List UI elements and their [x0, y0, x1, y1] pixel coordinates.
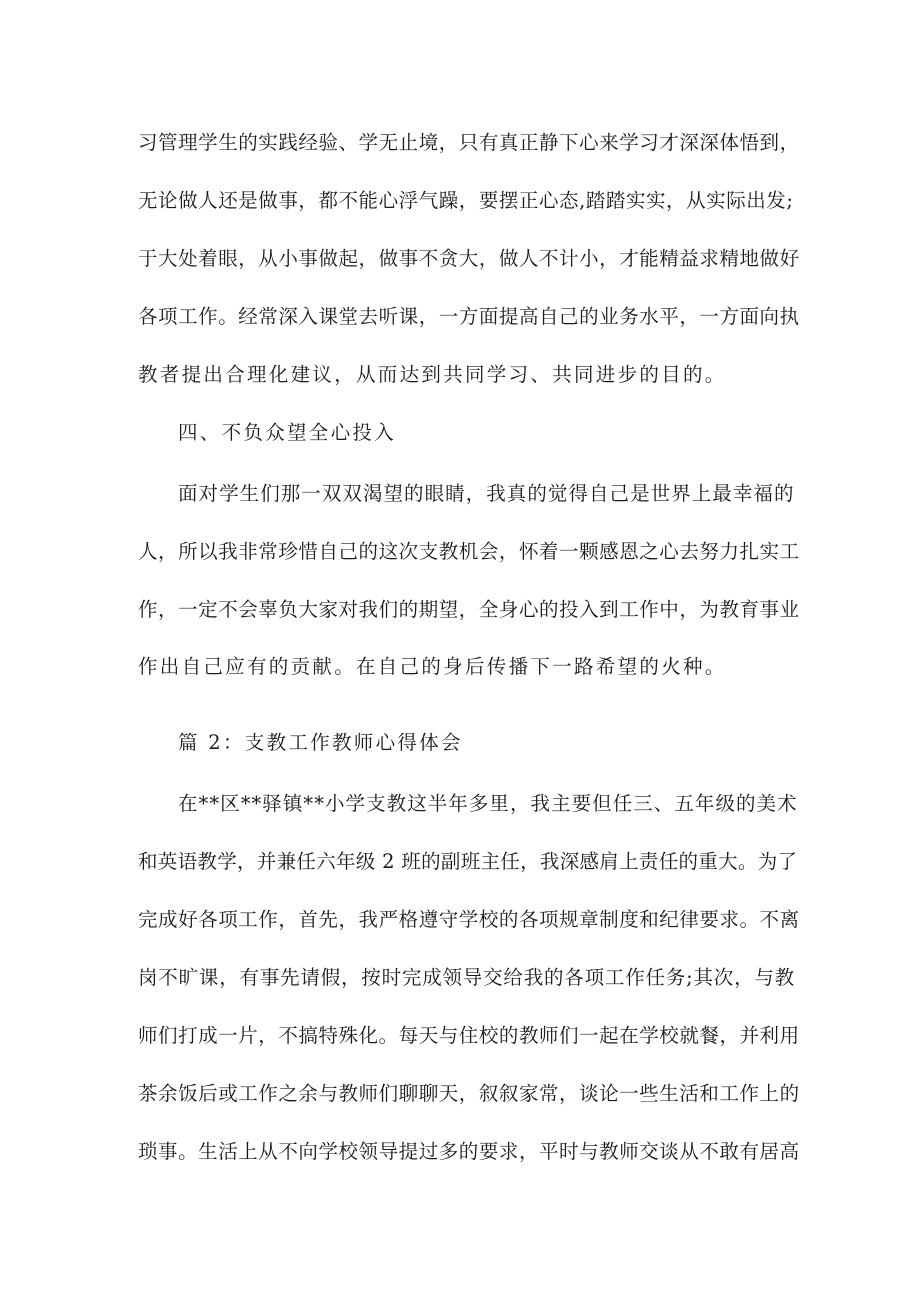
section-heading: 四、不负众望全心投入: [178, 421, 397, 444]
text-line: 作，一定不会辜负大家对我们的期望，全身心的投入到工作中，为教育事业: [138, 598, 800, 621]
text-line: 教者提出合理化建议，从而达到共同学习、共同进步的目的。: [138, 363, 727, 386]
text-line: 茶余饭后或工作之余与教师们聊聊天，叙叙家常，谈论一些生活和工作上的: [138, 1082, 800, 1105]
text-line: 在**区**驿镇**小学支教这半年多里，我主要但任三、五年级的美术: [178, 792, 798, 815]
text-line: 和英语教学，并兼任六年级 2 班的副班主任，我深感肩上责任的重大。为了: [138, 850, 798, 873]
text-line: 无论做人还是做事，都不能心浮气躁，要摆正心态,踏踏实实，从实际出发;: [138, 189, 794, 212]
text-line: 习管理学生的实践经验、学无止境，只有真正静下心来学习才深深体悟到，: [138, 131, 800, 154]
text-line: 作出自己应有的贡献。在自己的身后传播下一路希望的火种。: [138, 655, 727, 678]
article-heading: 篇 2：支教工作教师心得体会: [178, 731, 463, 754]
text-line: 面对学生们那一双双渴望的眼睛，我真的觉得自己是世界上最幸福的: [178, 482, 795, 505]
text-line: 于大处着眼，从小事做起，做事不贪大，做人不计小，才能精益求精地做好: [138, 247, 800, 270]
text-line: 琐事。生活上从不向学校领导提过多的要求，平时与教师交谈从不敢有居高: [138, 1140, 800, 1163]
text-line: 人，所以我非常珍惜自己的这次支教机会，怀着一颗感恩之心去努力扎实工: [138, 540, 800, 563]
text-line: 师们打成一片，不搞特殊化。每天与住校的教师们一起在学校就餐，并利用: [138, 1024, 800, 1047]
text-line: 岗不旷课，有事先请假，按时完成领导交给我的各项工作任务;其次，与教: [138, 966, 795, 989]
text-line: 各项工作。经常深入课堂去听课，一方面提高自己的业务水平，一方面向执: [138, 305, 800, 328]
text-line: 完成好各项工作，首先，我严格遵守学校的各项规章制度和纪律要求。不离: [138, 908, 800, 931]
